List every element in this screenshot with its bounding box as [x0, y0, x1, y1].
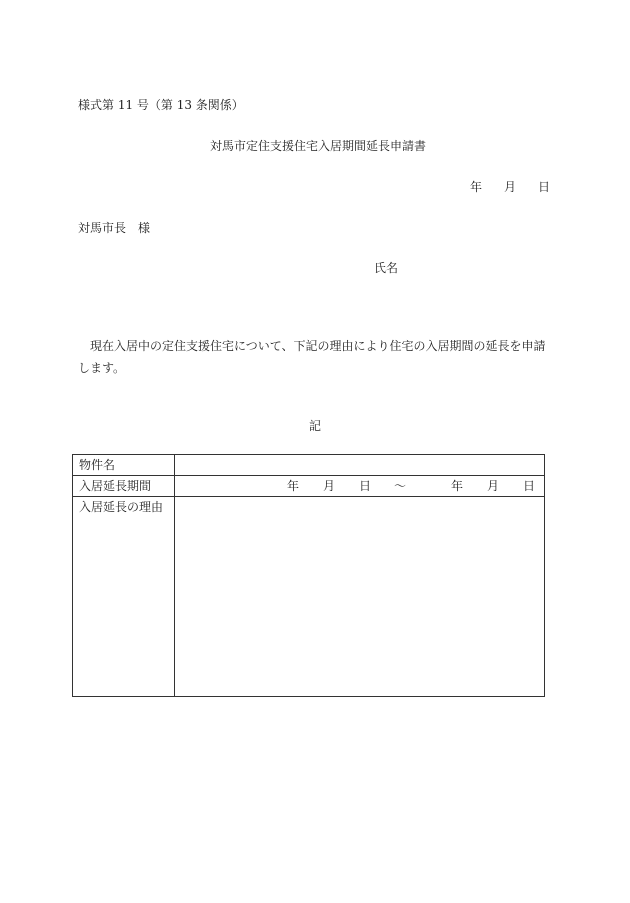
- table-row-reason: [73, 497, 545, 697]
- period-end-month: 月: [487, 479, 500, 493]
- period-tilde: ～: [394, 479, 407, 493]
- date-line: [470, 178, 550, 195]
- body-text: 現在入居中の定住支援住宅について、下記の理由により住宅の入居期間の延長を申請します。: [78, 339, 546, 375]
- period-label: 入居延長期間: [73, 476, 175, 497]
- property-name-label: 物件名: [73, 455, 175, 476]
- date-month: 月: [504, 180, 517, 194]
- reason-field[interactable]: [175, 497, 545, 697]
- addressee: 対馬市長 様: [78, 221, 151, 235]
- table-row-period: [73, 476, 545, 497]
- reason-label: 入居延長の理由: [73, 497, 175, 697]
- applicant-name-label: 氏名: [374, 261, 399, 275]
- period-start-month: 月: [323, 479, 336, 493]
- period-end-day: 日: [523, 479, 536, 493]
- date-year: 年: [470, 180, 483, 194]
- period-field[interactable]: [175, 476, 545, 497]
- document-title: 対馬市定住支援住宅入居期間延長申請書: [210, 139, 427, 153]
- property-name-field[interactable]: [175, 455, 545, 476]
- period-start-year: 年: [287, 479, 300, 493]
- ki-heading: 記: [309, 419, 322, 433]
- table-row-property: [73, 455, 545, 476]
- date-day: 日: [538, 180, 551, 194]
- period-end-year: 年: [451, 479, 464, 493]
- application-table: [72, 454, 545, 697]
- period-start-day: 日: [359, 479, 372, 493]
- form-number: 様式第 11 号（第 13 条関係）: [78, 98, 244, 112]
